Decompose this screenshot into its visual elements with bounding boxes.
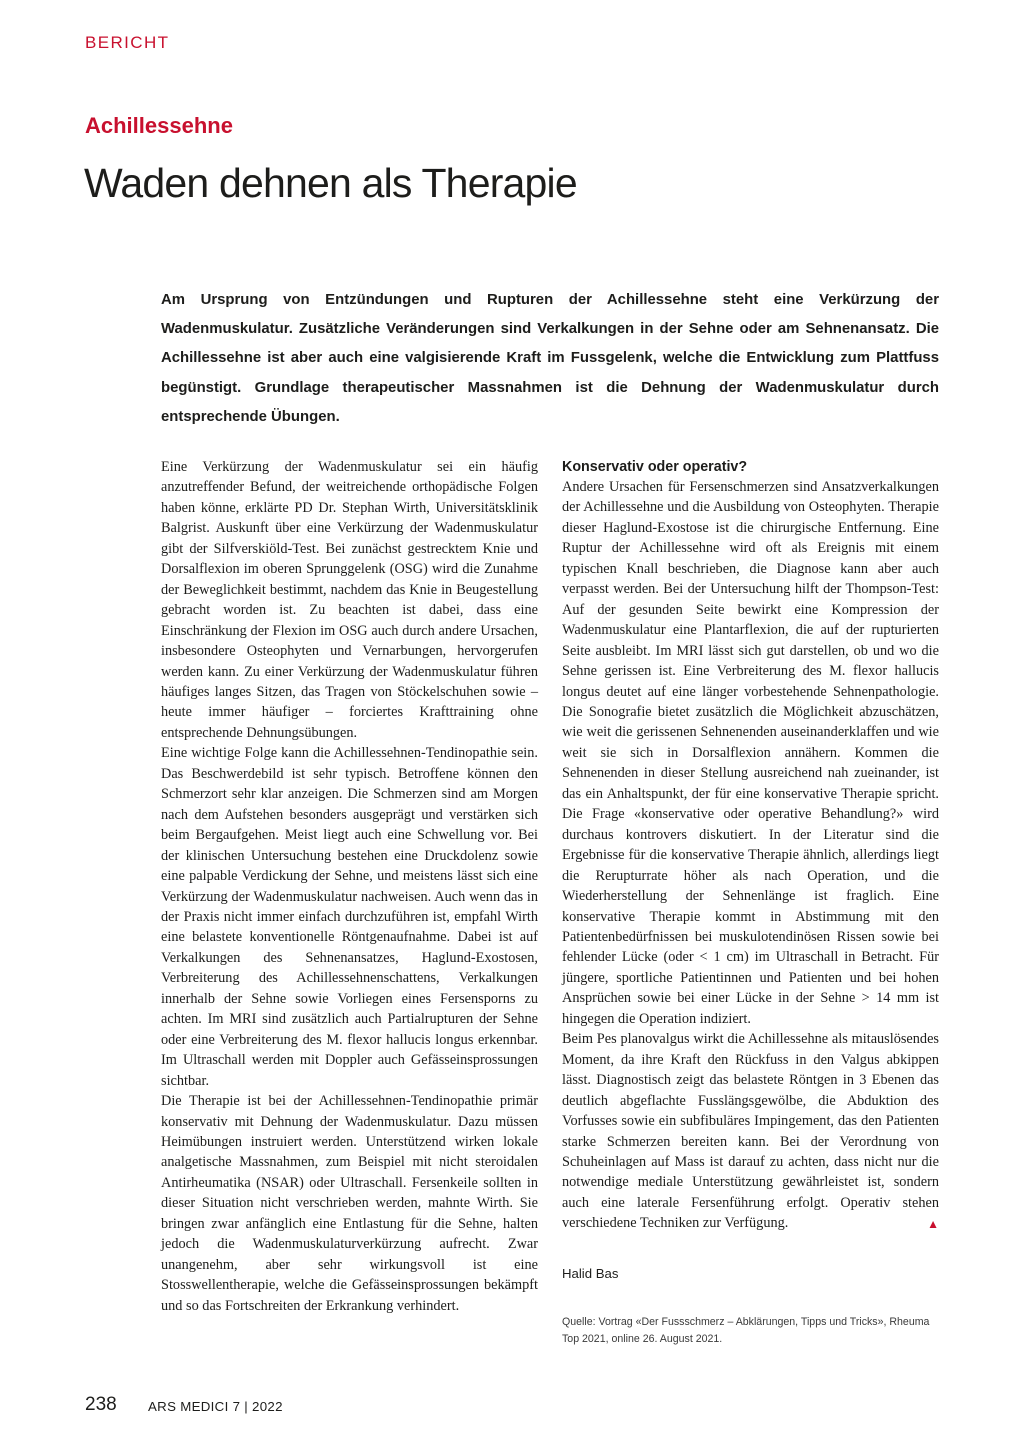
body-paragraph: Eine Verkürzung der Wadenmuskulatur sei ein häufig anzutreffender Befund, der weitreichende orthopädische Folgen haben könne, erklärte PD Dr. Stephan Wirth, Universitätsklinik Balgrist. Auskunft über eine Verkürzung der Wadenmuskulatur gibt der Silfverskiöld-Test. Bei zunächst gestrecktem Knie und Dorsalflexion im oberen Sprunggelenk (OSG) wird die Zunahme der Beweglichkeit bestimmt, nachdem das Knie in Beugestellung gebracht worden ist. Zu beachten ist dabei, dass eine Einschränkung der Flexion im OSG auch durch andere Ursachen, insbesondere Osteophyten und Vernarbungen, hervorgerufen werden kann. Zu einer Verkürzung der Wadenmuskulatur führen häufiges langes Sitzen, das Tragen von Stöckelschuhen sowie – heute immer häufiger – forciertes Krafttraining ohne entsprechende Dehnungsübungen.: [161, 459, 538, 741]
body-paragraph-text: Beim Pes planovalgus wirkt die Achillessehne als mitauslösendes Moment, da ihre Kraft den Rückfuss in den Valgus abkippen lässt. Diagnostisch zeigt das belastete Röntgen in 3 Ebenen das deutlich abgeflachte Fusslängsgewölbe, die Abduktion des Vorfusses sowie ein subfibuläres Impingement, das den Patienten starke Schmerzen bereiten kann. Bei der Verordnung von Schuheinlagen auf Mass ist darauf zu achten, dass nicht nur die notwendige mediale Unterstützung gewährleistet ist, sondern auch eine laterale Fersenführung erfolgt. Operativ stehen verschiedene Techniken zur Verfügung.: [562, 1031, 939, 1232]
journal-issue: ARS MEDICI 7 | 2022: [148, 1399, 283, 1414]
article-title: Waden dehnen als Therapie: [84, 160, 577, 206]
section-subhead: Konservativ oder operativ?: [562, 459, 748, 475]
body-paragraph: Andere Ursachen für Fersenschmerzen sind Ansatzverkalkungen der Achillessehne und die Ausbildung von Osteophyten. Therapie dieser Haglund-Exostose ist die chirurgische Entfernung. Eine Ruptur der Achillessehne wird oft als Ereignis mit einem typischen Knall beschrieben, die Diagnose kann aber auch verpasst werden. Bei der Untersuchung hilft der Thompson-Test: Auf der gesunden Seite bewirkt eine Kompression der Wadenmuskulatur eine Plantarflexion, die auf der rupturierten Seite ausbleibt. Im MRI lässt sich gut darstellen, ob und wo die Sehne gerissen ist. Eine Verbreiterung des M. flexor hallucis longus deutet auf eine länger vorbestehende Sehnenpathologie. Die Sonografie bietet zusätzlich die Möglichkeit abzuschätzen, wie weit die gerissenen Sehnenenden auseinanderklaffen und wie weit sie sich in Dorsalflexion annähern. Kommen die Sehnenenden in dieser Stellung ausreichend nah zueinander, ist das ein Anhaltspunkt, der für eine konservative Therapie spricht. Die Frage «konservative oder operative Behandlung?» wird durchaus kontrovers diskutiert. In der Literatur sind die Ergebnisse für die konservative Therapie ähnlich, allerdings liegt die Rerupturrate höher als nach Operation, und die Wiederherstellung der Sehnenlänge ist fraglich. Eine konservative Therapie kommt in Abstimmung mit den Patientenbedürfnissen bei muskulotendinösen Rissen sowie bei fehlender Lücke (oder < 1 cm) im Ultraschall in Betracht. Für jüngere, sportliche Patientinnen und Patienten und bei hohen Ansprüchen sowie bei einer Lücke in der Sehne > 14 mm ist hingegen die Operation indiziert.: [562, 479, 939, 1027]
body-paragraph-last: [562, 1029, 939, 1234]
body-column-right: [562, 457, 939, 1234]
end-of-article-icon: ▲: [927, 1217, 939, 1232]
article-lead: Am Ursprung von Entzündungen und Rupturen der Achillessehne steht eine Verkürzung der Wadenmuskulatur. Zusätzliche Veränderungen sind Verkalkungen in der Sehne oder am Sehnenansatz. Die Achillessehne ist aber auch eine valgisierende Kraft im Fussgelenk, welche die Entwicklung zum Plattfuss begünstigt. Grundlage therapeutischer Massnahmen ist die Dehnung der Wadenmuskulatur durch entsprechende Übungen.: [161, 292, 939, 425]
source-note: Quelle: Vortrag «Der Fussschmerz – Abklärungen, Tipps und Tricks», Rheuma Top 2021, online 26. August 2021.: [562, 1316, 930, 1345]
section-label: BERICHT: [85, 33, 170, 52]
author-name: Halid Bas: [562, 1266, 619, 1281]
body-column-left: [161, 457, 538, 1316]
article-kicker: Achillessehne: [85, 113, 233, 138]
body-paragraph: Die Therapie ist bei der Achillessehnen-Tendinopathie primär konservativ mit Dehnung der Wadenmuskulatur. Dazu müssen Heimübungen instruiert werden. Unterstützend wirken lokale analgetische Massnahmen, zum Beispiel mit nicht steroidalen Antirheumatika (NSAR) oder Ultraschall. Fersenkeile sollten in dieser Situation nicht verschrieben werden, mahnte Wirth. Sie bringen zwar anfänglich eine Entlastung für die Sehne, halten jedoch die Wadenmuskulaturverkürzung aufrecht. Zwar unangenehm, aber sehr wirkungsvoll ist eine Stosswellentherapie, welche die Gefässeinsprossungen bekämpft und so das Fortschreiten der Erkrankung verhindert.: [161, 1093, 538, 1314]
page-number: 238: [85, 1394, 117, 1415]
body-paragraph: Eine wichtige Folge kann die Achillessehnen-Tendinopathie sein. Das Beschwerdebild ist sehr typisch. Betroffene können den Schmerzort sehr klar anzeigen. Die Schmerzen sind am Morgen nach dem Aufstehen besonders ausgeprägt und verstärken sich beim Bergaufgehen. Meist liegt auch eine Schwellung vor. Bei der klinischen Untersuchung bestehen eine Druckdolenz sowie eine palpable Verdickung der Sehne, und meistens lässt sich eine Verkürzung der Wadenmuskulatur nachweisen. Auch wenn das in der Praxis nicht immer einfach durchzuführen ist, empfahl Wirth eine belastete konventionelle Röntgenaufnahme. Dabei ist auf Verkalkungen des Sehnenansatzes, Haglund-Exostosen, Verbreiterung des Achillessehnenschattens, Verkalkungen innerhalb der Sehne sowie Vorliegen eines Fersensporns zu achten. Im MRI sind zusätzlich auch Partialrupturen der Sehne oder eine Verbreiterung des M. flexor hallucis longus erkennbar. Im Ultraschall werden mit Doppler auch Gefässeinsprossungen sichtbar.: [161, 745, 538, 1089]
